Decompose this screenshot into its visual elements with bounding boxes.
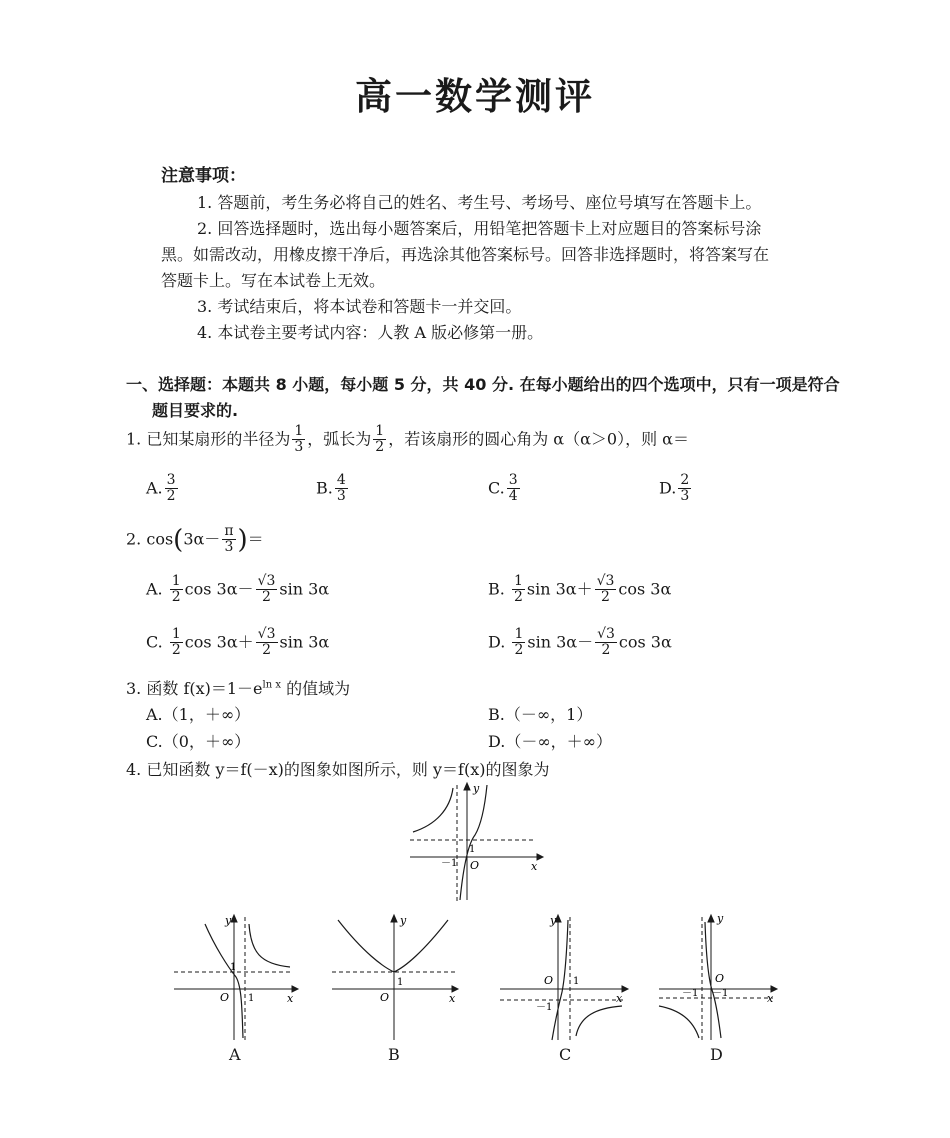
q2-option-c: C. $\frac{1}{2}$ cos 3α＋ $\frac{√3}{2}$ sin 3α xyxy=(146,626,330,659)
graph-option-b xyxy=(328,912,460,1044)
option-c-label: C xyxy=(559,1045,572,1064)
q2-option-a: A. $\frac{1}{2}$ cos 3α－ $\frac{√3}{2}$ sin 3α xyxy=(146,573,330,606)
note-1: 1. 答题前，考生务必将自己的姓名、考生号、考场号、座位号填写在答题卡上。 xyxy=(197,193,762,212)
svg-text:x: x xyxy=(767,992,774,1005)
note-3: 3. 考试结束后，将本试卷和答题卡一并交回。 xyxy=(197,297,522,316)
q3-option-b: B.（－∞，1） xyxy=(488,705,593,724)
q2-option-b: B. $\frac{1}{2}$ sin 3α＋ $\frac{√3}{2}$ cos 3α xyxy=(488,573,672,606)
graph-option-d xyxy=(655,912,780,1044)
note-2-line-3: 答题卡上。写在本试卷上无效。 xyxy=(161,271,386,290)
svg-text:y: y xyxy=(225,914,232,927)
q3-option-a: A.（1，＋∞） xyxy=(146,705,251,724)
question-2: 2. cos(3α－ $\frac{\pi}{3}$ )＝ xyxy=(126,523,264,556)
svg-text:x: x xyxy=(449,992,456,1005)
svg-text:x: x xyxy=(287,992,294,1005)
option-a-label: A xyxy=(229,1045,241,1064)
svg-text:－1: －1 xyxy=(712,988,729,999)
svg-text:y: y xyxy=(400,914,407,927)
q1-option-c: C. $\frac{3}{4}$ xyxy=(488,472,518,505)
section-1-heading-line-1: 一、选择题：本题共 8 小题，每小题 5 分，共 40 分. 在每小题给出的四个选项中，只有一项是符合 xyxy=(126,375,840,394)
svg-text:O: O xyxy=(220,991,230,1004)
fig-y-label: y xyxy=(473,782,480,795)
svg-text:O: O xyxy=(715,972,725,985)
fig-one: 1 xyxy=(469,844,476,855)
section-1-heading-line-2: 题目要求的. xyxy=(152,401,239,420)
svg-text:1: 1 xyxy=(248,993,255,1004)
note-2-line-2: 黑。如需改动，用橡皮擦干净后，再选涂其他答案标号。回答非选择题时，将答案写在 xyxy=(161,245,770,264)
q3-option-d: D.（－∞，＋∞） xyxy=(488,732,613,751)
graph-option-a xyxy=(170,912,300,1044)
svg-text:x: x xyxy=(616,992,623,1005)
note-4: 4. 本试卷主要考试内容：人教 A 版必修第一册。 xyxy=(197,323,544,342)
q3-option-c: C.（0，＋∞） xyxy=(146,732,251,751)
note-2-line-1: 2. 回答选择题时，选出每小题答案后，用铅笔把答题卡上对应题目的答案标号涂 xyxy=(197,219,762,238)
fig-origin: O xyxy=(470,859,480,872)
q1-option-b: B. $\frac{4}{3}$ xyxy=(316,472,346,505)
graph-f-neg-x xyxy=(405,780,545,905)
question-1: 1. 已知某扇形的半径为 $\frac{1}{3}$ ，弧长为 $\frac{1}{2}$ ，若该扇形的圆心角为 α（α＞0），则 α＝ xyxy=(126,423,689,456)
q1-option-a: A. $\frac{3}{2}$ xyxy=(146,472,176,505)
svg-text:1: 1 xyxy=(230,962,237,973)
q1-option-d: D. $\frac{2}{3}$ xyxy=(659,472,690,505)
q2-option-d: D. $\frac{1}{2}$ sin 3α－ $\frac{√3}{2}$ cos 3α xyxy=(488,626,672,659)
svg-text:O: O xyxy=(544,974,554,987)
question-4: 4. 已知函数 y＝f(－x)的图象如图所示，则 y＝f(x)的图象为 xyxy=(126,760,550,779)
svg-text:1: 1 xyxy=(397,977,404,988)
option-b-label: B xyxy=(388,1045,400,1064)
option-d-label: D xyxy=(710,1045,723,1064)
exam-title: 高一数学测评 xyxy=(355,75,595,118)
arc-fraction: $\frac{1}{2}$ xyxy=(375,423,385,456)
svg-text:y: y xyxy=(717,912,724,925)
question-3: 3. 函数 $f(x)=1-e^{ln x}$ 的值域为 xyxy=(126,679,351,698)
svg-text:y: y xyxy=(550,914,557,927)
graph-option-c xyxy=(496,912,631,1044)
svg-text:1: 1 xyxy=(573,976,580,987)
svg-text:O: O xyxy=(380,991,390,1004)
fig-neg-one: －1 xyxy=(441,858,458,869)
svg-text:－1: －1 xyxy=(536,1002,553,1013)
notes-heading: 注意事项： xyxy=(161,166,246,186)
radius-fraction: $\frac{1}{3}$ xyxy=(294,423,304,456)
svg-text:－1: －1 xyxy=(682,988,699,999)
fig-x-label: x xyxy=(531,860,538,873)
